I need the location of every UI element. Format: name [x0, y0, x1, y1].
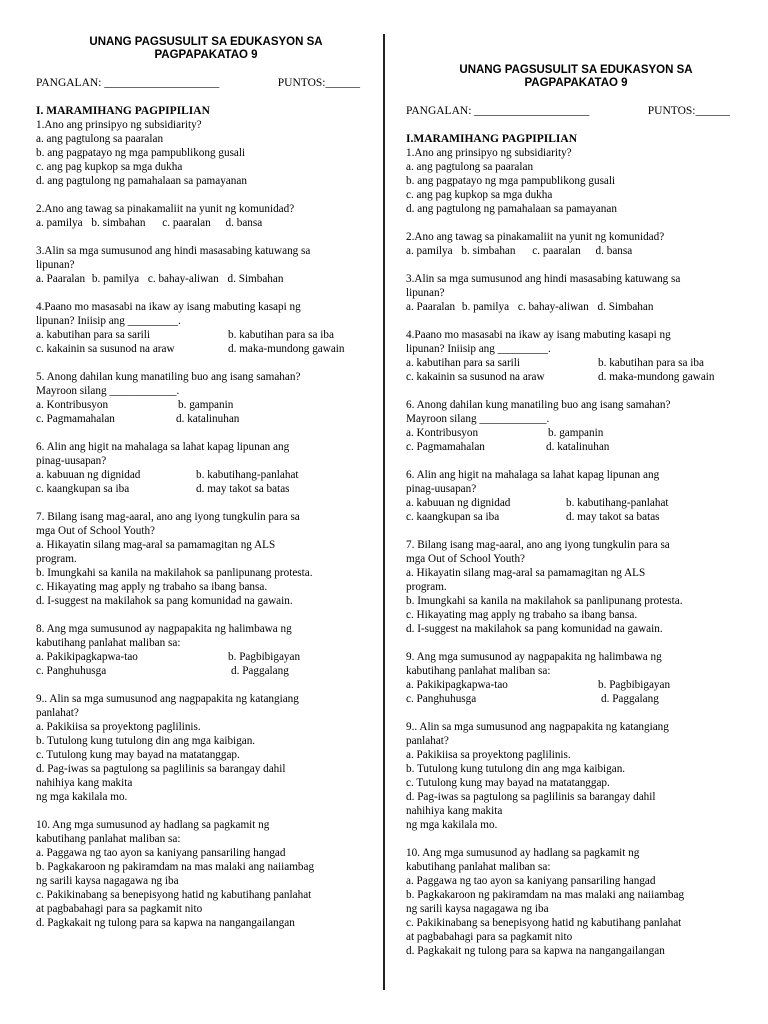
choices-row [36, 216, 376, 230]
test-title [406, 64, 746, 90]
choice-c[interactable]: c. paaralan [162, 217, 211, 229]
choice-b[interactable]: b. Pagbibigayan [228, 651, 301, 663]
choice-b[interactable]: b. pamilya [91, 273, 140, 285]
question-text: 9.. Alin sa mga sumusunod ang nagpapakita ng katangiang [406, 721, 669, 733]
choices-cd [36, 482, 376, 496]
question-9b [406, 720, 746, 832]
question-2 [406, 230, 746, 258]
choices-cd [406, 440, 746, 454]
question-text: 3.Alin sa mga sumusunod ang hindi masasabing katuwang sa [406, 273, 681, 285]
choice-c[interactable]: c. Tutulong kung may bayad na matatanggap. [406, 777, 610, 789]
section-heading: I. MARAMIHANG PAGPIPILIAN [36, 105, 210, 117]
choices-ab [36, 468, 376, 482]
choices-ab [406, 426, 746, 440]
choice-c[interactable]: c. ang pag kupkop sa mga dukha [406, 189, 553, 201]
choice-a[interactable]: a. Paaralan [406, 301, 456, 313]
choice-d[interactable]: d. Pagkakait ng tulong para sa kapwa na nangangailangan [36, 917, 295, 929]
choices-cd [36, 664, 376, 678]
choice-c[interactable]: c. Tutulong kung may bayad na matatanggap. [36, 749, 240, 761]
question-text: 4.Paano mo masasabi na ikaw ay isang mabuting kasapi ng [36, 301, 301, 313]
choice-a[interactable]: a. ang pagtulong sa paaralan [406, 161, 534, 173]
choice-d[interactable]: d. maka-mundong gawain [598, 371, 715, 383]
choice-d[interactable]: d. katalinuhan [546, 441, 610, 453]
score-field[interactable]: PUNTOS:______ [277, 77, 360, 89]
question-text-cont: pinag-uusapan? [36, 455, 107, 467]
question-3 [406, 272, 746, 314]
question-6b [406, 468, 746, 524]
question-text: 2.Ano ang tawag sa pinakamaliit na yunit ng komunidad? [36, 203, 295, 215]
question-text: 6. Alin ang higit na mahalaga sa lahat kapag lipunan ang [406, 469, 660, 481]
choice-c[interactable]: c. Pakikinabang sa benepisyong hatid ng kabutihang panlahat [406, 917, 682, 929]
section-heading: I.MARAMIHANG PAGPIPILIAN [406, 133, 578, 145]
choice-b-cont: ng sarili kaysa nagagawa ng iba [36, 875, 179, 887]
choice-a[interactable]: a. Kontribusyon [406, 427, 479, 439]
question-10 [406, 846, 746, 958]
choices-row [36, 272, 376, 286]
choice-c[interactable]: c. Pakikinabang sa benepisyong hatid ng kabutihang panlahat [36, 889, 312, 901]
question-text: 9.. Alin sa mga sumusunod ang nagpapakita ng katangiang [36, 693, 299, 705]
question-2 [36, 202, 376, 230]
choice-c[interactable]: c. kakainin sa susunod na araw [36, 343, 175, 355]
choices-ab [36, 398, 376, 412]
choice-a[interactable]: a. kabuuan ng dignidad [406, 497, 511, 509]
choice-c[interactable]: c. kaangkupan sa iba [406, 511, 500, 523]
choice-b[interactable]: b. gampanin [548, 427, 604, 439]
choice-c[interactable]: c. Hikayating mag apply ng trabaho sa ibang bansa. [406, 609, 638, 621]
question-text: 1.Ano ang prinsipyo ng subsidiarity? [406, 147, 572, 159]
choice-b[interactable]: b. Imungkahi sa kanila na makilahok sa panlipunang protesta. [406, 595, 683, 607]
choice-d[interactable]: d. Paggalang [231, 665, 289, 677]
choices-cd [406, 692, 746, 706]
question-9 [36, 692, 376, 804]
question-5 [36, 370, 376, 426]
choice-a[interactable]: a. kabutihan para sa sarili [36, 329, 151, 341]
question-text: 10. Ang mga sumusunod ay hadlang sa pagkamit ng [406, 847, 640, 859]
question-text: 5. Anong dahilan kung manatiling buo ang isang samahan? [36, 371, 301, 383]
choice-a[interactable]: a. Hikayatin silang mag-aral sa pamamagitan ng ALS [36, 539, 276, 551]
question-text-cont: lipunan? [406, 287, 445, 299]
question-text-cont: panlahat? [406, 735, 449, 747]
question-8 [36, 622, 376, 678]
choice-b[interactable]: b. kabutihan para sa iba [598, 357, 704, 369]
choice-b[interactable]: b. Pagkakaroon ng pakiramdam na mas malaki ang naiiambag [406, 889, 685, 901]
choices-row [406, 300, 746, 314]
choice-b[interactable]: b. kabutihan para sa iba [228, 329, 334, 341]
question-1 [406, 146, 746, 216]
question-text: 3.Alin sa mga sumusunod ang hindi masasabing katuwang sa [36, 245, 311, 257]
question-text-cont: mga Out of School Youth? [406, 553, 526, 565]
question-text: 10. Ang mga sumusunod ay hadlang sa pagkamit ng [36, 819, 270, 831]
choice-b-cont: ng sarili kaysa nagagawa ng iba [406, 903, 549, 915]
right-column [406, 64, 746, 972]
choice-d[interactable]: d. bansa [225, 217, 263, 229]
choice-b[interactable]: b. pamilya [461, 301, 510, 313]
question-1 [36, 118, 376, 188]
choice-d[interactable]: d. may takot sa batas [196, 483, 290, 495]
choice-a[interactable]: a. Kontribusyon [36, 399, 109, 411]
choice-a[interactable]: a. Hikayatin silang mag-aral sa pamamagitan ng ALS [406, 567, 646, 579]
choice-d[interactable]: d. Simbahan [597, 301, 654, 313]
choice-d[interactable]: d. Paggalang [601, 693, 659, 705]
choices-cd [36, 342, 376, 356]
choice-b[interactable]: b. Tutulong kung tutulong din ang mga kaibigan. [36, 735, 256, 747]
question-10 [36, 818, 376, 930]
choice-a[interactable]: a. ang pagtulong sa paaralan [36, 133, 164, 145]
choices-ab [406, 356, 746, 370]
choice-b[interactable]: b. simbahan [461, 245, 516, 257]
choice-a[interactable]: a. pamilya [406, 245, 453, 257]
question-text-cont: lipunan? Iniisip ang _________. [406, 343, 551, 355]
question-text: 7. Bilang isang mag-aaral, ano ang iyong tungkulin para sa [406, 539, 670, 551]
name-field[interactable]: PANGALAN: ____________________ [406, 105, 590, 117]
title-line-1: UNANG PAGSUSULIT SA EDUKASYON SA [459, 64, 693, 76]
question-6 [406, 398, 746, 454]
choice-b[interactable]: b. simbahan [91, 217, 146, 229]
column-divider [383, 34, 385, 990]
choice-d-cont: nahihiya kang makita [36, 777, 133, 789]
left-column [36, 36, 376, 944]
choice-c[interactable]: c. paaralan [532, 245, 581, 257]
choice-b[interactable]: b. gampanin [178, 399, 234, 411]
choice-a-cont: program. [36, 553, 77, 565]
question-text-cont: kabutihang panlahat maliban sa: [36, 637, 181, 649]
question-text-cont: Mayroon silang ____________. [406, 413, 550, 425]
choices-cd [406, 370, 746, 384]
choice-b[interactable]: b. Imungkahi sa kanila na makilahok sa panlipunang protesta. [36, 567, 313, 579]
question-text-cont: kabutihang panlahat maliban sa: [36, 833, 181, 845]
choice-d[interactable]: d. may takot sa batas [566, 511, 660, 523]
choice-c[interactable]: c. bahay-aliwan [517, 301, 589, 313]
choice-b[interactable]: b. kabutihang-panlahat [196, 469, 299, 481]
choice-c-cont: at pagbabahagi para sa pagkamit nito [36, 903, 203, 915]
choice-d[interactable]: d. maka-mundong gawain [228, 343, 345, 355]
question-text: 6. Alin ang higit na mahalaga sa lahat kapag lipunan ang [36, 441, 290, 453]
choice-d[interactable]: d. I-suggest na makilahok sa pang komunidad na gawain. [406, 623, 663, 635]
question-text: 6. Anong dahilan kung manatiling buo ang isang samahan? [406, 399, 671, 411]
name-field[interactable]: PANGALAN: ____________________ [36, 77, 220, 89]
choice-d[interactable]: d. ang pagtulong ng pamahalaan sa pamayanan [36, 175, 247, 187]
question-text-cont: pinag-uusapan? [406, 483, 477, 495]
choice-a[interactable]: a. Paggawa ng tao ayon sa kaniyang pansariling hangad [36, 847, 286, 859]
choice-b[interactable]: b. ang pagpatayo ng mga pampublikong gusali [36, 147, 246, 159]
choice-c[interactable]: c. Panghuhusga [36, 665, 107, 677]
choice-a[interactable]: a. kabutihan para sa sarili [406, 357, 521, 369]
question-4 [406, 328, 746, 384]
choice-c[interactable]: c. Hikayating mag apply ng trabaho sa ibang bansa. [36, 581, 268, 593]
question-text: 1.Ano ang prinsipyo ng subsidiarity? [36, 119, 202, 131]
choice-b[interactable]: b. ang pagpatayo ng mga pampublikong gusali [406, 175, 616, 187]
choices-ab [406, 678, 746, 692]
name-score-row [406, 104, 746, 118]
choice-c[interactable]: c. bahay-aliwan [147, 273, 219, 285]
choice-b[interactable]: b. Pagkakaroon ng pakiramdam na mas malaki ang naiiambag [36, 861, 315, 873]
score-field[interactable]: PUNTOS:______ [647, 105, 730, 117]
choice-c[interactable]: c. Pagmamahalan [406, 441, 485, 453]
choice-d-cont: ng mga kakilala mo. [36, 791, 128, 803]
question-text: 7. Bilang isang mag-aaral, ano ang iyong tungkulin para sa [36, 511, 300, 523]
question-6 [36, 440, 376, 496]
question-text-cont: lipunan? [36, 259, 75, 271]
question-text-cont: kabutihang panlahat maliban sa: [406, 861, 551, 873]
title-line-1: UNANG PAGSUSULIT SA EDUKASYON SA [89, 36, 323, 48]
question-text-cont: kabutihang panlahat maliban sa: [406, 665, 551, 677]
question-4 [36, 300, 376, 356]
title-line-2: PAGPAPAKATAO 9 [154, 49, 258, 61]
choices-ab [36, 650, 376, 664]
question-text-cont: panlahat? [36, 707, 79, 719]
choice-c[interactable]: c. kakainin sa susunod na araw [406, 371, 545, 383]
choices-cd [406, 510, 746, 524]
question-7 [406, 538, 746, 636]
choice-d[interactable]: d. Pag-iwas sa pagtulong sa paglilinis sa barangay dahil [406, 791, 656, 803]
question-9 [406, 650, 746, 706]
choice-d[interactable]: d. ang pagtulong ng pamahalaan sa pamayanan [406, 203, 617, 215]
question-text-cont: lipunan? Iniisip ang _________. [36, 315, 181, 327]
choice-b[interactable]: b. Pagbibigayan [598, 679, 671, 691]
choice-a[interactable]: a. pamilya [36, 217, 83, 229]
choice-a-cont: program. [406, 581, 447, 593]
choice-d-cont: nahihiya kang makita [406, 805, 503, 817]
choices-ab [36, 328, 376, 342]
choice-b[interactable]: b. kabutihang-panlahat [566, 497, 669, 509]
choice-c[interactable]: c. kaangkupan sa iba [36, 483, 130, 495]
choice-d[interactable]: d. I-suggest na makilahok sa pang komunidad na gawain. [36, 595, 293, 607]
choices-ab [406, 496, 746, 510]
choice-d[interactable]: d. Pag-iwas sa pagtulong sa paglilinis sa barangay dahil [36, 763, 286, 775]
choice-c[interactable]: c. Pagmamahalan [36, 413, 115, 425]
choices-cd [36, 412, 376, 426]
choice-d-cont: ng mga kakilala mo. [406, 819, 498, 831]
question-text-cont: Mayroon silang ____________. [36, 385, 180, 397]
choice-a[interactable]: a. Pakikipagkapwa-tao [36, 651, 138, 663]
question-text: 4.Paano mo masasabi na ikaw ay isang mabuting kasapi ng [406, 329, 671, 341]
choice-a[interactable]: a. Paaralan [36, 273, 86, 285]
choice-a[interactable]: a. kabuuan ng dignidad [36, 469, 141, 481]
choice-a[interactable]: a. Pakikiisa sa proyektong paglilinis. [36, 721, 201, 733]
test-title [36, 36, 376, 62]
title-line-2: PAGPAPAKATAO 9 [524, 77, 628, 89]
choice-d[interactable]: d. katalinuhan [176, 413, 240, 425]
question-text: 2.Ano ang tawag sa pinakamaliit na yunit ng komunidad? [406, 231, 665, 243]
choice-a[interactable]: a. Paggawa ng tao ayon sa kaniyang pansariling hangad [406, 875, 656, 887]
name-score-row [36, 76, 376, 90]
choice-d[interactable]: d. Pagkakait ng tulong para sa kapwa na nangangailangan [406, 945, 665, 957]
question-text: 8. Ang mga sumusunod ay nagpapakita ng halimbawa ng [36, 623, 292, 635]
choice-d[interactable]: d. Simbahan [227, 273, 284, 285]
choices-row [406, 244, 746, 258]
choice-c[interactable]: c. ang pag kupkop sa mga dukha [36, 161, 183, 173]
choice-c[interactable]: c. Panghuhusga [406, 693, 477, 705]
choice-a[interactable]: a. Pakikiisa sa proyektong paglilinis. [406, 749, 571, 761]
choice-c-cont: at pagbabahagi para sa pagkamit nito [406, 931, 573, 943]
choice-d[interactable]: d. bansa [595, 245, 633, 257]
choice-a[interactable]: a. Pakikipagkapwa-tao [406, 679, 508, 691]
question-7 [36, 510, 376, 608]
choice-b[interactable]: b. Tutulong kung tutulong din ang mga kaibigan. [406, 763, 626, 775]
question-text-cont: mga Out of School Youth? [36, 525, 156, 537]
question-3 [36, 244, 376, 286]
question-text: 9. Ang mga sumusunod ay nagpapakita ng halimbawa ng [406, 651, 662, 663]
